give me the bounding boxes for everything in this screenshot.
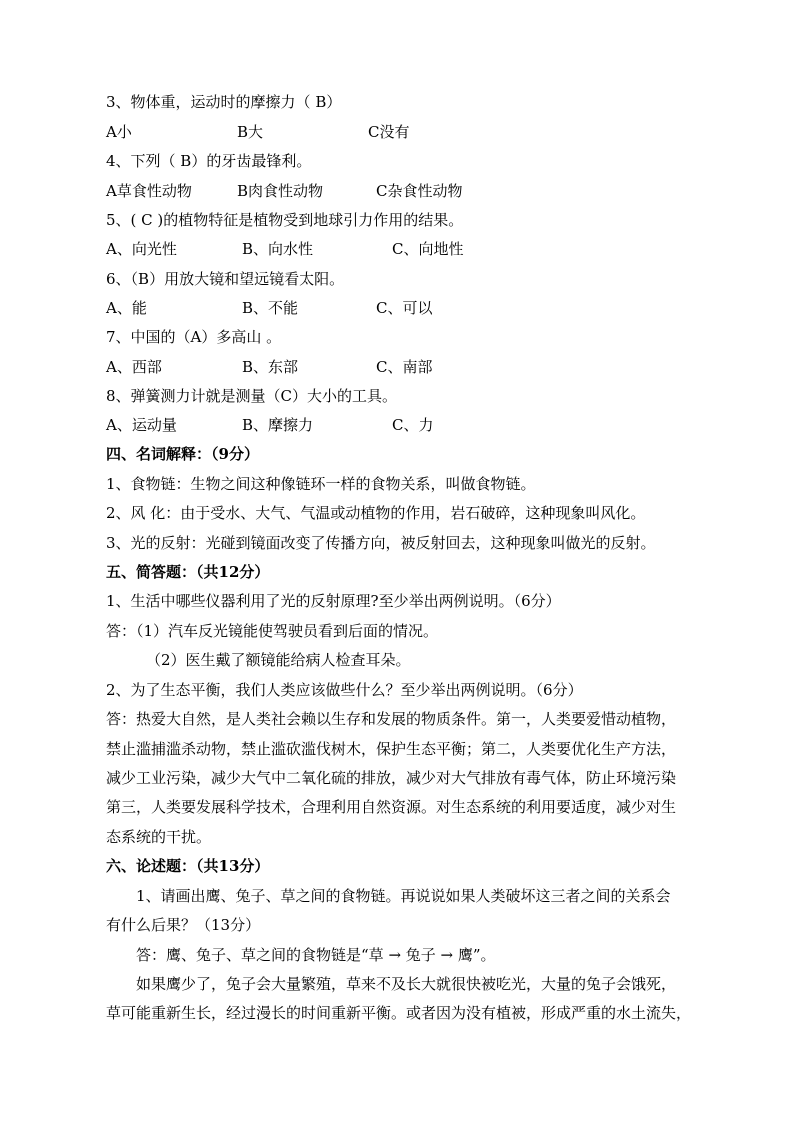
short-answer-2-answer-line: 减少工业污染，减少大气中二氧化硫的排放，减少对大气排放有毒气体，防止环境污染 bbox=[106, 769, 677, 787]
section-5-heading: 五、简答题：（共12分） bbox=[106, 563, 270, 581]
question-6-stem: 6、（B）用放大镜和望远镜看太阳。 bbox=[106, 270, 345, 288]
q6-option-a: A、能 bbox=[106, 299, 147, 317]
term-reflection: 3、光的反射：光碰到镜面改变了传播方向，被反射回去，这种现象叫做光的反射。 bbox=[106, 534, 656, 552]
term-food-chain: 1、食物链：生物之间这种像链环一样的食物关系，叫做食物链。 bbox=[106, 475, 536, 493]
q7-option-c: C、南部 bbox=[376, 358, 433, 376]
q4-option-b: B肉食性动物 bbox=[237, 182, 324, 200]
q3-option-b: B大 bbox=[237, 123, 264, 141]
short-answer-2-question: 2、为了生态平衡，我们人类应该做些什么？至少举出两例说明。（6分） bbox=[106, 681, 583, 699]
term-weathering: 2、风 化：由于受水、大气、气温或动植物的作用，岩石破碎，这种现象叫风化。 bbox=[106, 504, 646, 522]
short-answer-2-answer-line: 禁止滥捕滥杀动物，禁止滥砍滥伐树木，保护生态平衡；第二，人类要优化生产方法， bbox=[106, 740, 677, 758]
question-3-stem: 3、物体重，运动时的摩擦力（ B） bbox=[106, 93, 342, 111]
short-answer-2-answer-line: 答：热爱大自然，是人类社会赖以生存和发展的物质条件。第一，人类要爱惜动植物， bbox=[106, 710, 677, 728]
short-answer-1-question: 1、生活中哪些仪器利用了光的反射原理?至少举出两例说明。（6分） bbox=[106, 592, 561, 610]
q8-option-c: C、力 bbox=[392, 416, 434, 434]
q3-option-a: A小 bbox=[106, 123, 132, 141]
q3-option-c: C没有 bbox=[368, 123, 410, 141]
short-answer-2-answer-line: 态系统的干扰。 bbox=[106, 828, 212, 846]
essay-question-line: 1、请画出鹰、兔子、草之间的食物链。再说说如果人类破坏这三者之间的关系会 bbox=[136, 887, 671, 905]
section-6-heading: 六、论述题：（共13分） bbox=[106, 857, 270, 875]
short-answer-1-answer-2: （2）医生戴了额镜能给病人检查耳朵。 bbox=[146, 651, 411, 669]
short-answer-1-answer-1: 答：（1）汽车反光镜能使驾驶员看到后面的情况。 bbox=[106, 622, 439, 640]
essay-paragraph-line: 如果鹰少了，兔子会大量繁殖，草来不及长大就很快被吃光，大量的兔子会饿死， bbox=[136, 975, 677, 993]
section-4-heading: 四、名词解释：（9分） bbox=[106, 445, 259, 463]
essay-question-line: 有什么后果？（13分） bbox=[106, 916, 261, 934]
question-4-stem: 4、下列（ B）的牙齿最锋利。 bbox=[106, 152, 312, 170]
q6-option-b: B、不能 bbox=[242, 299, 299, 317]
q7-option-b: B、东部 bbox=[242, 358, 299, 376]
q5-option-c: C、向地性 bbox=[392, 240, 464, 258]
q8-option-b: B、摩擦力 bbox=[242, 416, 314, 434]
q6-option-c: C、可以 bbox=[376, 299, 433, 317]
question-8-stem: 8、弹簧测力计就是测量（C）大小的工具。 bbox=[106, 387, 398, 405]
q8-option-a: A、运动量 bbox=[106, 416, 177, 434]
q4-option-c: C杂食性动物 bbox=[376, 182, 463, 200]
short-answer-2-answer-line: 第三，人类要发展科学技术，合理利用自然资源。对生态系统的利用要适度，减少对生 bbox=[106, 798, 677, 816]
question-7-stem: 7、中国的（A）多高山 。 bbox=[106, 328, 282, 346]
q7-option-a: A、西部 bbox=[106, 358, 162, 376]
q5-option-b: B、向水性 bbox=[242, 240, 314, 258]
q5-option-a: A、向光性 bbox=[106, 240, 177, 258]
essay-paragraph-line: 草可能重新生长，经过漫长的时间重新平衡。或者因为没有植被，形成严重的水土流失， bbox=[106, 1004, 692, 1022]
essay-answer-food-chain: 答：鹰、兔子、草之间的食物链是“草 → 兔子 → 鹰”。 bbox=[136, 946, 496, 964]
question-5-stem: 5、( C )的植物特征是植物受到地球引力作用的结果。 bbox=[106, 211, 464, 229]
q4-option-a: A草食性动物 bbox=[106, 182, 192, 200]
